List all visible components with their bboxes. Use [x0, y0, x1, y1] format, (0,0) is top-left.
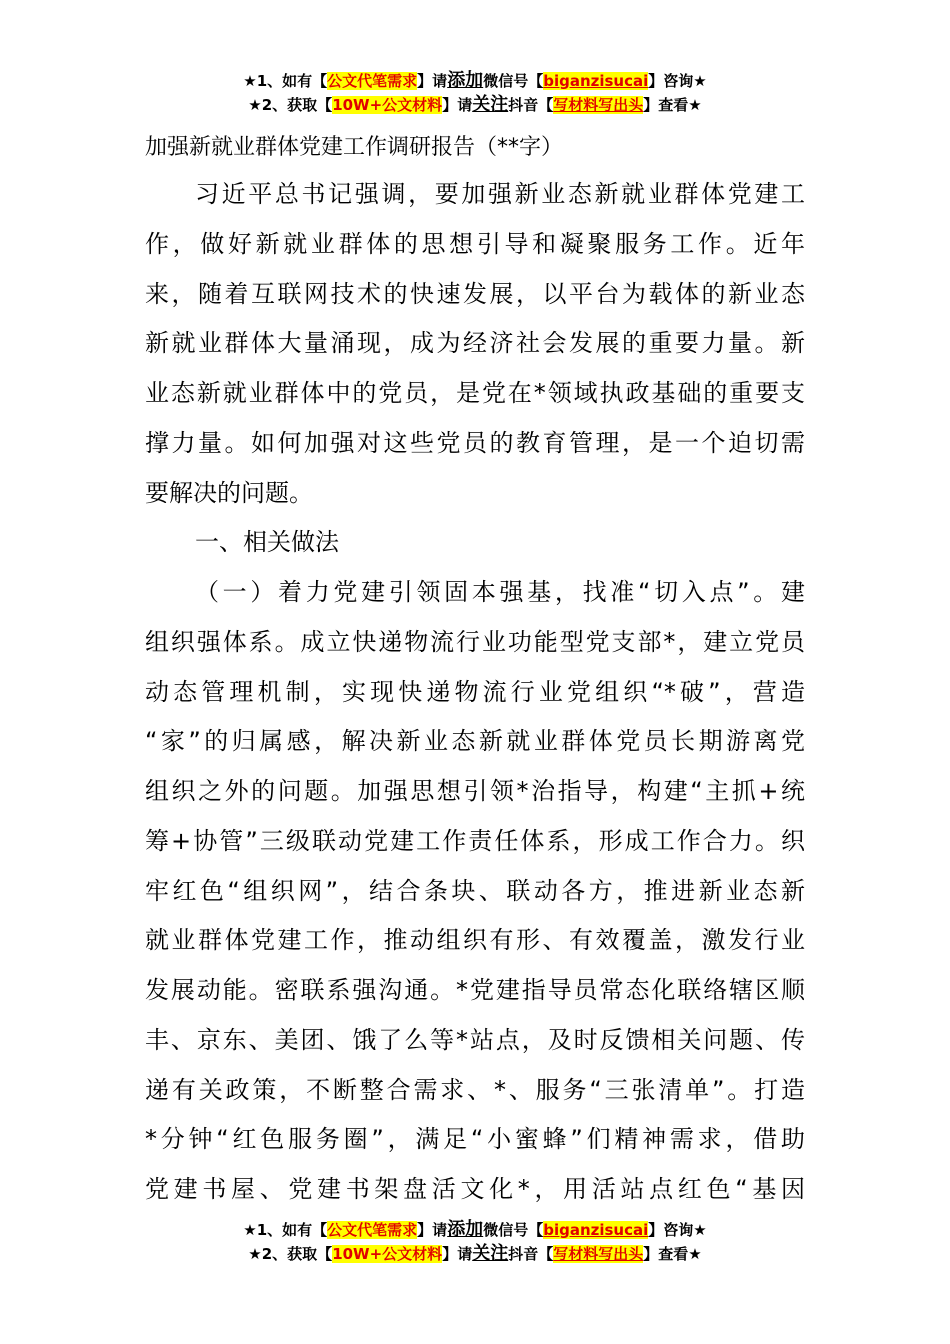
banner-line-2	[0, 93, 950, 117]
text: ★1、如有【	[243, 1221, 328, 1239]
text: 关注	[472, 94, 509, 115]
text-line: 丰、京东、美团、饿了么等*站点，及时反馈相关问题、传	[145, 1025, 805, 1054]
text: 抖音【	[508, 1245, 554, 1263]
text: 】请	[417, 72, 448, 90]
text: 抖音【	[508, 96, 554, 114]
text-line: 要解决的问题。	[145, 478, 313, 507]
text-line: 动态管理机制，实现快递物流行业党组织“*破”，营造	[145, 677, 805, 706]
text-line: 递有关政策，不断整合需求、*、服务“三张清单”。打造	[145, 1075, 805, 1104]
douyin-id: 写材料写出头	[553, 1245, 644, 1263]
text-line: 组织强体系。成立快递物流行业功能型党支部*，建立党员	[145, 627, 805, 656]
text-line: 作，做好新就业群体的思想引导和凝聚服务工作。近年	[145, 229, 805, 258]
text: 】请	[442, 96, 473, 114]
section-heading: 一、相关做法	[195, 528, 339, 557]
text: 】咨询★	[648, 1221, 707, 1239]
wechat-id: biganzisucai	[543, 72, 649, 90]
text: 添加	[447, 70, 484, 91]
document-title: 加强新就业群体党建工作调研报告（**字）	[145, 135, 564, 160]
text: 关注	[472, 1243, 509, 1264]
text-line: 新就业群体大量涌现，成为经济社会发展的重要力量。新	[145, 329, 805, 358]
text-line: 来，随着互联网技术的快速发展，以平台为载体的新业态	[145, 279, 805, 308]
text-line: 就业群体党建工作，推动组织有形、有效覆盖，激发行业	[145, 926, 805, 955]
text-line: 党建书屋、党建书架盘活文化*，用活站点红色“基因	[145, 1175, 805, 1203]
top-banner	[0, 69, 950, 117]
document-body	[145, 170, 805, 1215]
highlight: 10W+公文材料	[332, 96, 443, 114]
banner-line-1	[0, 69, 950, 93]
text-line: 牢红色“组织网”，结合条块、联动各方，推进新业态新	[145, 876, 805, 905]
text: 】查看★	[643, 96, 702, 114]
text: 添加	[447, 1219, 484, 1240]
text-line: 撑力量。如何加强对这些党员的教育管理，是一个迫切需	[145, 428, 805, 457]
text-line: （一）着力党建引领固本强基，找准“切入点”。建	[195, 578, 805, 606]
highlight: 10W+公文材料	[332, 1245, 443, 1263]
text-line: 筹+协管”三级联动党建工作责任体系，形成工作合力。织	[145, 826, 805, 855]
text-line: 习近平总书记强调，要加强新业态新就业群体党建工	[195, 180, 805, 208]
wechat-id: biganzisucai	[543, 1221, 649, 1239]
bottom-banner	[0, 1218, 950, 1266]
banner-line-2	[0, 1242, 950, 1266]
text: ★1、如有【	[243, 72, 328, 90]
douyin-id: 写材料写出头	[553, 96, 644, 114]
highlight: 公文代笔需求	[327, 1221, 418, 1239]
text: 】请	[442, 1245, 473, 1263]
text: 】请	[417, 1221, 448, 1239]
text: 微信号【	[483, 1221, 544, 1239]
text-line: 组织之外的问题。加强思想引领*治指导，构建“主抓+统	[145, 777, 805, 805]
text-line: “家”的归属感，解决新业态新就业群体党员长期游离党	[145, 727, 805, 756]
text-line: *分钟“红色服务圈”，满足“小蜜蜂”们精神需求，借助	[145, 1125, 805, 1154]
text: ★2、获取【	[248, 1245, 333, 1263]
banner-line-1	[0, 1218, 950, 1242]
text-line: 发展动能。密联系强沟通。*党建指导员常态化联络辖区顺	[145, 976, 805, 1004]
text: ★2、获取【	[248, 96, 333, 114]
text: 】查看★	[643, 1245, 702, 1263]
text: 】咨询★	[648, 72, 707, 90]
text-line: 业态新就业群体中的党员，是党在*领域执政基础的重要支	[145, 379, 805, 407]
highlight: 公文代笔需求	[327, 72, 418, 90]
text: 微信号【	[483, 72, 544, 90]
